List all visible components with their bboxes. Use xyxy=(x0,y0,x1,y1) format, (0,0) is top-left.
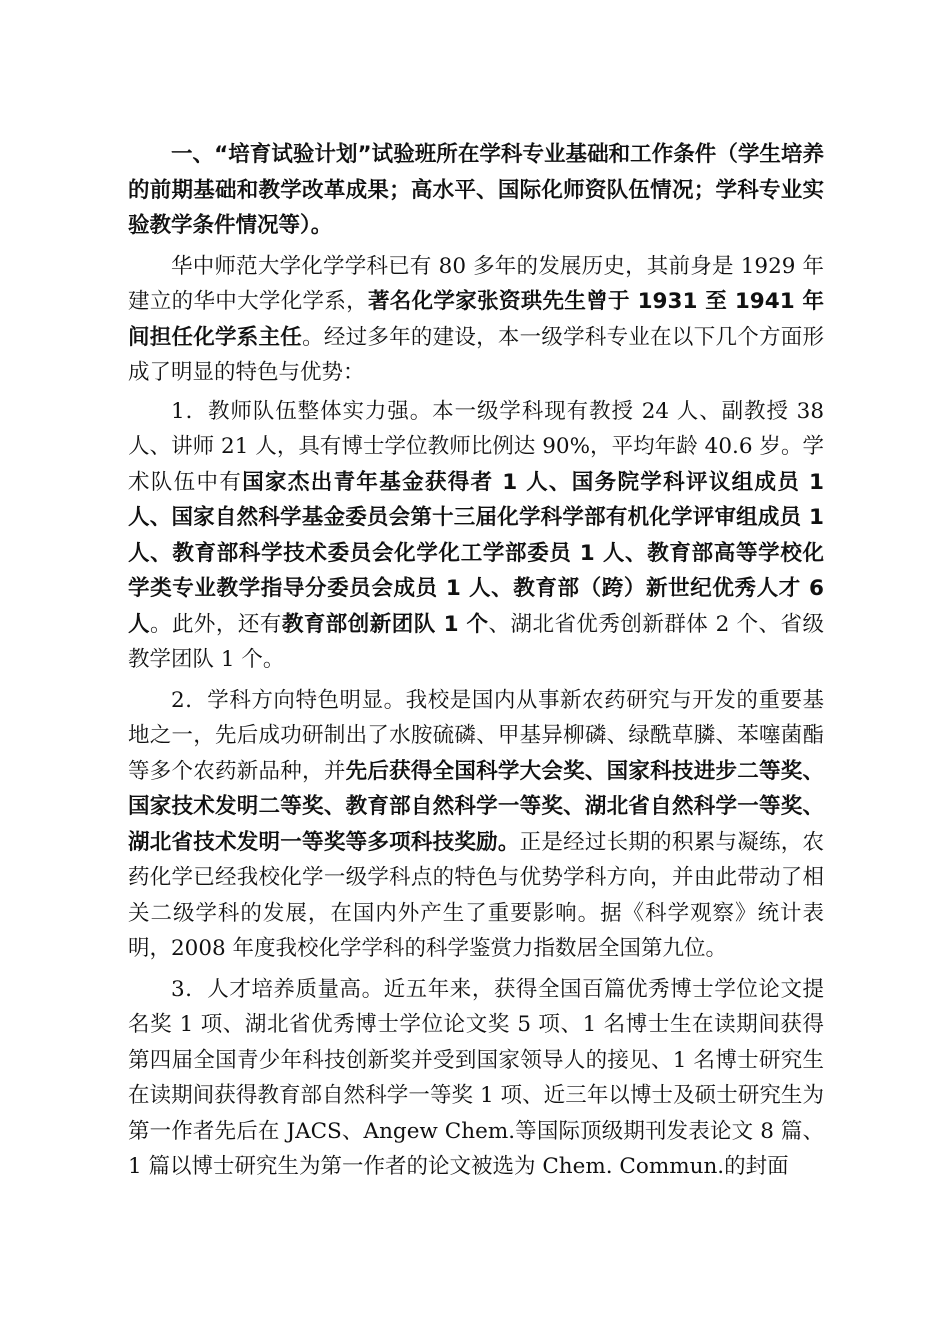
intro-bold-1: 著名化学家张资珙先生曾于 1931 至 1941 年间担任化学系主任 xyxy=(128,289,824,350)
item2-bold-1: 先后获得全国科学大会奖、国家科技进步二等奖、国家技术发明二等奖、教育部自然科学一等奖、湖北省自然科学一等奖、湖北省技术发明一等奖等多项科技奖励。 xyxy=(128,758,824,855)
item1-text-3: 、湖北省优秀创新群体 2 个、省级教学团队 1 个。 xyxy=(128,611,824,672)
item1-bold-1: 国家杰出青年基金获得者 1 人、国务院学科评议组成员 1 人、国家自然科学基金委员会第十三届化学科学部有机化学评审组成员 1 人、教育部科学技术委员会化学化工学部委员 1 人、教育部高等学校化学类专业教学指导分委员会成员 1 人、教育部（跨）新世纪优秀人才 6 人 xyxy=(128,469,824,637)
item2-text-1: 2．学科方向特色明显。我校是国内从事新农药研究与开发的重要基地之一，先后成功研制出了水胺硫磷、甲基异柳磷、绿酰草膦、苯噻菌酯等多个农药新品种，并 xyxy=(128,687,824,784)
item1-paragraph xyxy=(128,394,824,678)
item1-text-2: 。此外，还有 xyxy=(149,611,282,637)
item1-bold-2: 教育部创新团队 1 个 xyxy=(281,611,489,637)
intro-text-1: 华中师范大学化学学科已有 80 多年的发展历史，其前身是 1929 年建立的华中大学化学系， xyxy=(128,253,824,314)
intro-paragraph xyxy=(128,249,824,391)
item3-text-1: 3．人才培养质量高。近五年来，获得全国百篇优秀博士学位论文提名奖 1 项、湖北省优秀博士学位论文奖 5 项、1 名博士生在读期间获得第四届全国青少年科技创新奖并受到国家领导人的接见、1 名博士研究生在读期间获得教育部自然科学一等奖 1 项、近三年以博士及硕士研究生为第一作者先后在 JACS、Angew Chem.等国际顶级期刊发表论文 8 篇、1 篇以博士研究生为第一作者的论文被选为 Chem. Commun.的封面 xyxy=(128,976,824,1179)
intro-text-2: 。经过多年的建设，本一级学科专业在以下几个方面形成了明显的特色与优势： xyxy=(128,324,824,385)
item2-text-2: 正是经过长期的积累与凝练，农药化学已经我校化学一级学科点的特色与优势学科方向，并由此带动了相关二级学科的发展，在国内外产生了重要影响。据《科学观察》统计表明，2008 年度我校化学学科的科学鉴赏力指数居全国第九位。 xyxy=(128,829,824,961)
item3-paragraph xyxy=(128,972,824,1185)
section-heading: 一、“培育试验计划”试验班所在学科专业基础和工作条件（学生培养的前期基础和教学改革成果；高水平、国际化师资队伍情况；学科专业实验教学条件情况等）。 xyxy=(128,142,824,238)
item2-paragraph xyxy=(128,683,824,967)
item1-text-1: 1．教师队伍整体实力强。本一级学科现有教授 24 人、副教授 38 人、讲师 21 人，具有博士学位教师比例达 90%，平均年龄 40.6 岁。学术队伍中有 xyxy=(128,398,824,495)
